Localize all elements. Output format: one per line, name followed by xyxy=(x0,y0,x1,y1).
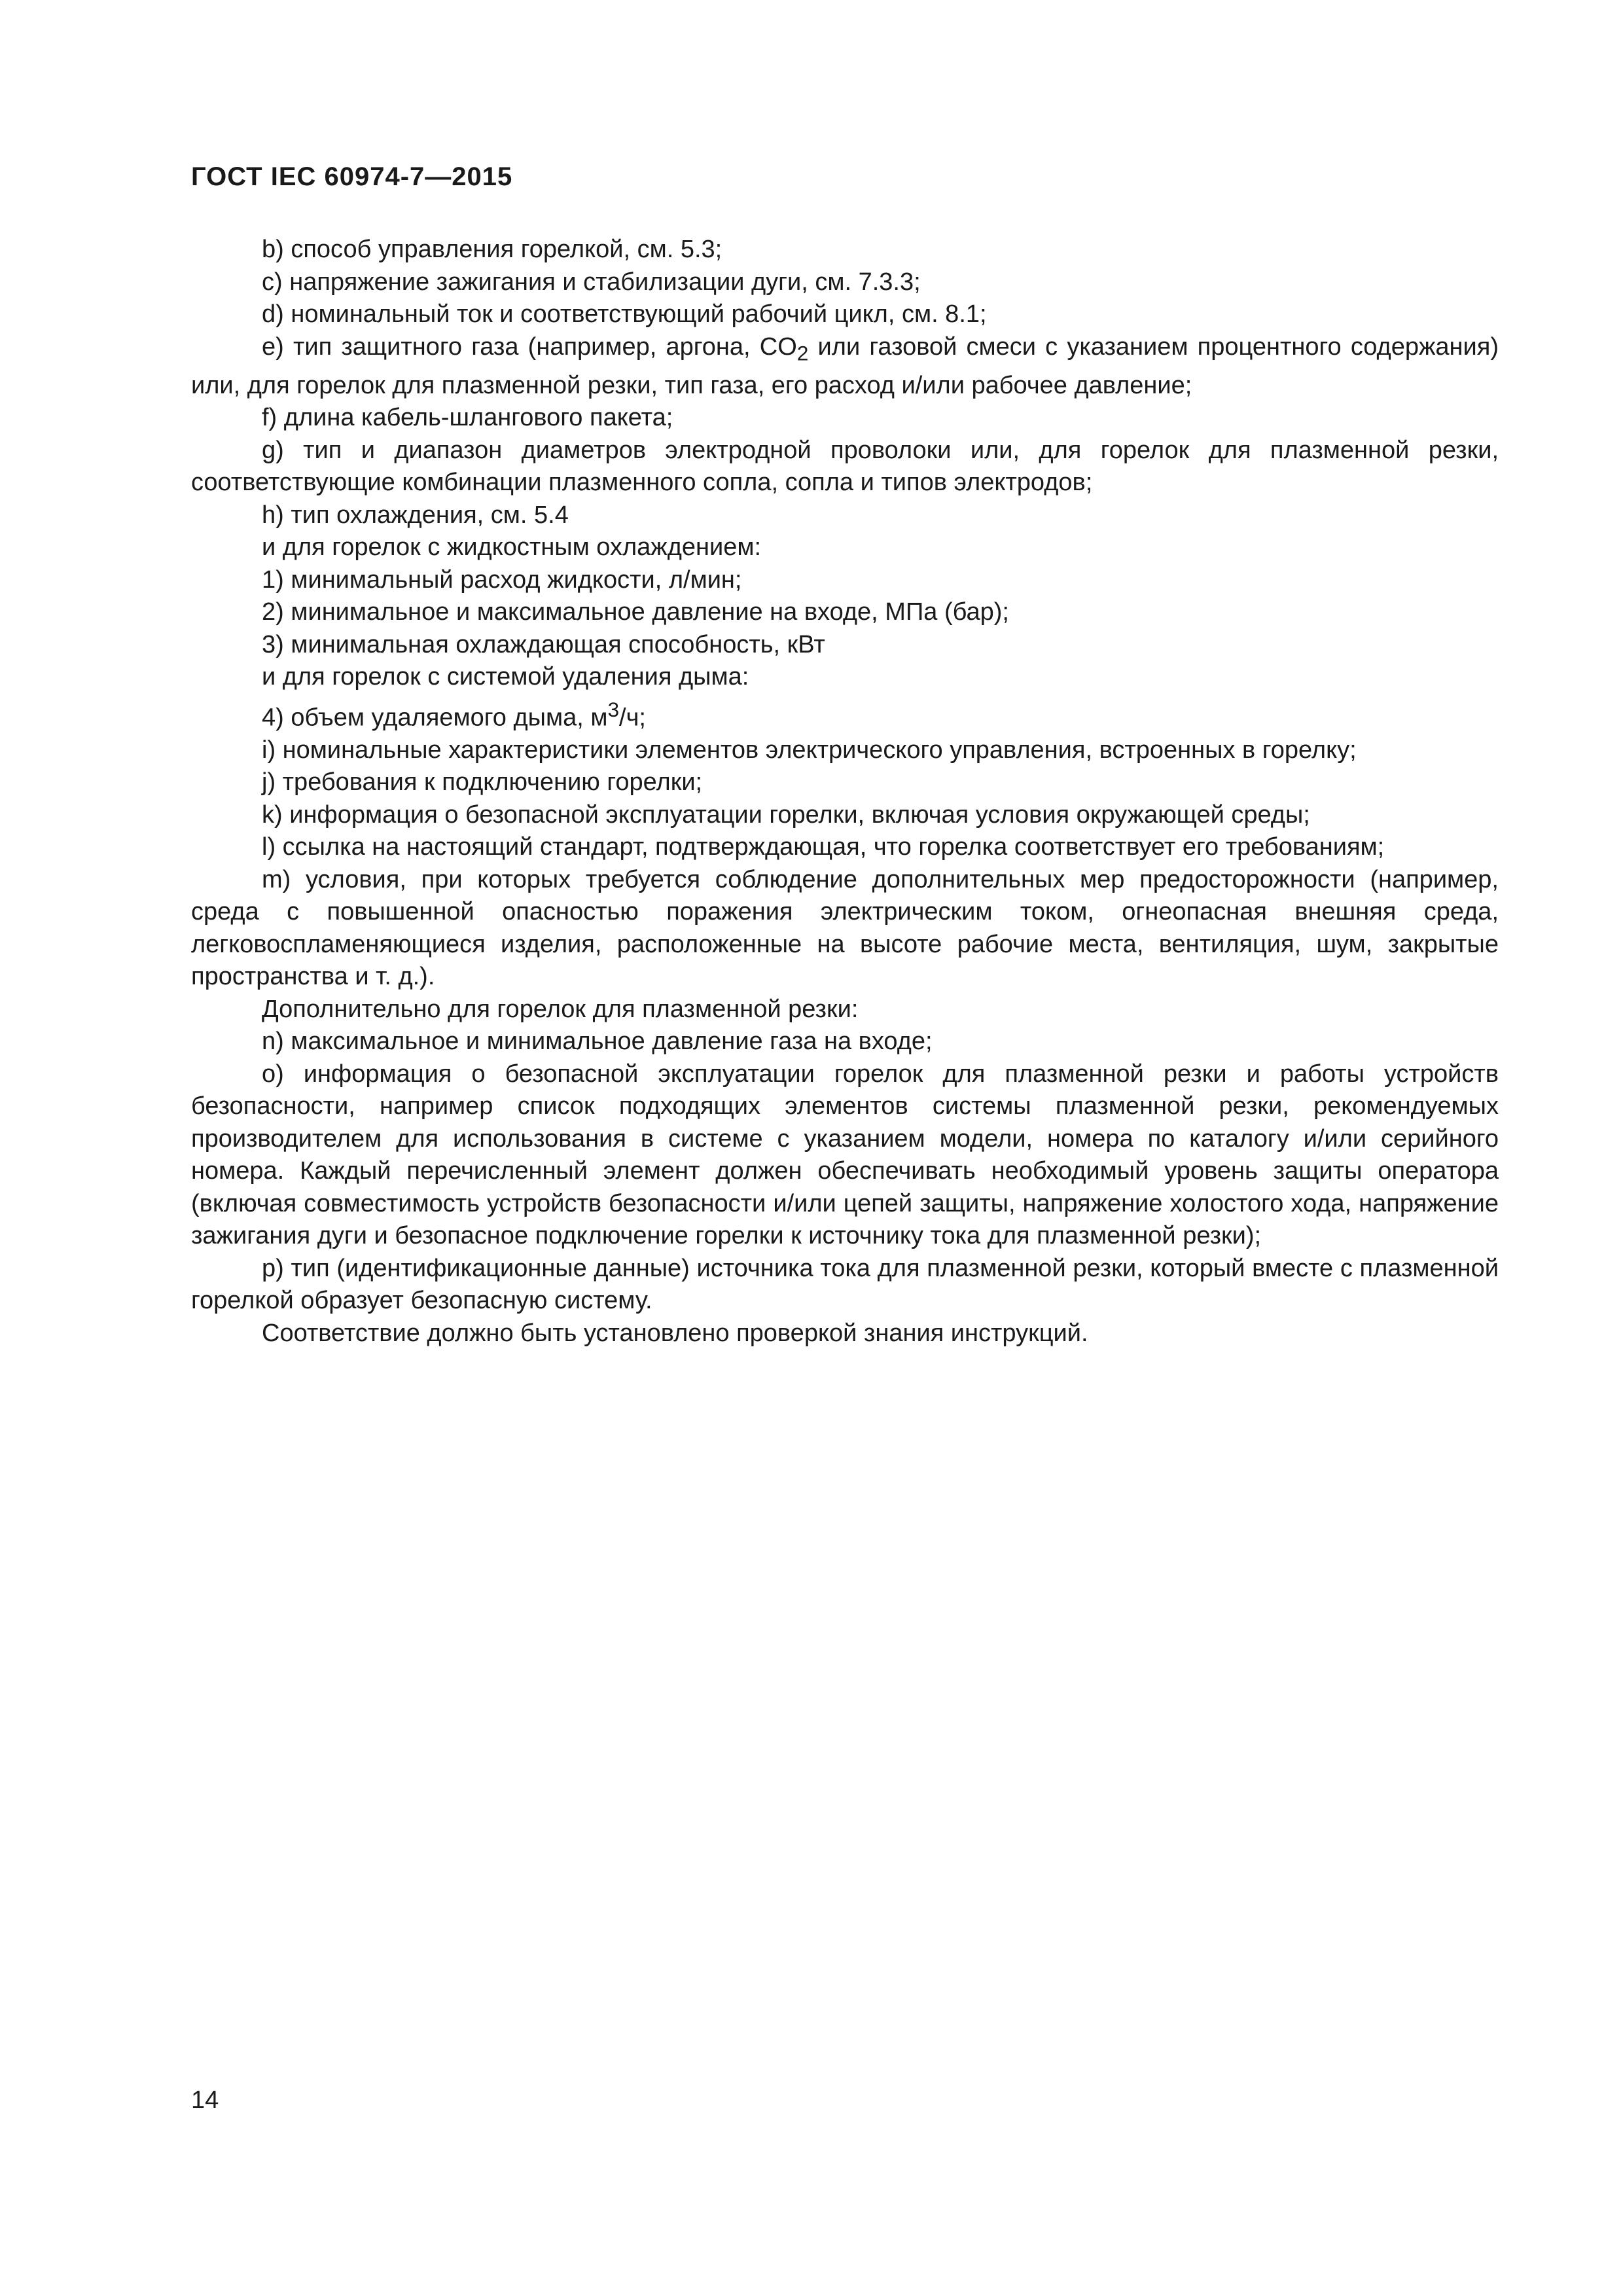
document-body xyxy=(191,234,1499,1350)
liquid-cooling-intro: и для горелок с жидкостным охлаждением: xyxy=(262,533,762,562)
item-b: b) способ управления горелкой, см. 5.3; xyxy=(262,236,722,263)
item-e-subscript: 2 xyxy=(796,341,809,365)
plasma-intro: Дополнительно для горелок для плазменной резки: xyxy=(262,995,859,1023)
subitem-2: 2) минимальное и максимальное давление на входе, МПа (бар); xyxy=(262,598,1009,626)
conformity-statement: Соответствие должно быть установлено проверкой знания инструкций. xyxy=(262,1319,1088,1347)
item-h: h) тип охлаждения, см. 5.4 xyxy=(262,501,569,529)
item-m: m) условия, при которых требуется соблюдение дополнительных мер предосторожности (например, среда с повышенной опасностью поражения электрическим током, огнеопасная внешняя среда, легковоспламеняющиеся изделия, расположенные на высоте рабочие места, вентиляция, шум, закрытые пространства и т. д.). xyxy=(191,865,1499,991)
document-header: ГОСТ IEC 60974-7—2015 xyxy=(191,162,513,191)
item-f: f) длина кабель-шлангового пакета; xyxy=(262,404,673,432)
item-c: c) напряжение зажигания и стабилизации дуги, см. 7.3.3; xyxy=(262,268,921,296)
item-k: k) информация о безопасной эксплуатации горелки, включая условия окружающей среды; xyxy=(262,800,1310,829)
item-g: g) тип и диапазон диаметров электродной проволоки или, для горелок для плазменной резки, соответствующие комбинации плазменного сопла, сопла и типов электродов; xyxy=(191,436,1499,497)
subitem-4-text-end: /ч; xyxy=(619,704,646,732)
item-n: n) максимальное и минимальное давление газа на входе; xyxy=(262,1028,933,1056)
item-j: j) требования к подключению горелки; xyxy=(262,768,703,797)
item-i: i) номинальные характеристики элементов электрического управления, встроенных в горелку; xyxy=(262,736,1357,764)
page-number: 14 xyxy=(191,2087,219,2114)
item-d: d) номинальный ток и соответствующий рабочий цикл, см. 8.1; xyxy=(262,300,987,328)
item-e-text-start: e) тип защитного газа (например, аргона, CO xyxy=(262,332,797,361)
smoke-removal-intro: и для горелок с системой удаления дыма: xyxy=(262,663,749,691)
item-p: p) тип (идентификационные данные) источника тока для плазменной резки, который вместе с плазменной горелкой образует безопасную систему. xyxy=(191,1254,1499,1315)
item-l: l) ссылка на настоящий стандарт, подтверждающая, что горелка соответствует его требованиям; xyxy=(262,833,1385,861)
item-o: o) информация о безопасной эксплуатации горелок для плазменной резки и работы устройств безопасности, например список подходящих элементов системы плазменной резки, рекомендуемых производителем для использования в системе с указанием модели, номера по каталогу и/или серийного номера. Каждый перечисленный элемент должен обеспечивать необходимый уровень защиты оператора (включая совместимость устройств безопасности и/или цепей защиты, напряжение холостого хода, напряжение зажигания дуги и безопасное подключение горелки к источнику тока для плазменной резки); xyxy=(191,1060,1499,1250)
subitem-1: 1) минимальный расход жидкости, л/мин; xyxy=(262,565,742,594)
subitem-4-superscript: 3 xyxy=(607,697,620,721)
item-e-text-end: или газовой смеси с указанием процентного содержания) или, для горелок для плазменной резки, тип газа, его расход и/или рабочее давление; xyxy=(191,332,1499,399)
item-e xyxy=(191,331,1499,403)
subitem-4 xyxy=(191,694,1499,734)
subitem-3: 3) минимальная охлаждающая способность, кВт xyxy=(262,630,825,658)
subitem-4-text-start: 4) объем удаляемого дыма, м xyxy=(262,704,608,732)
